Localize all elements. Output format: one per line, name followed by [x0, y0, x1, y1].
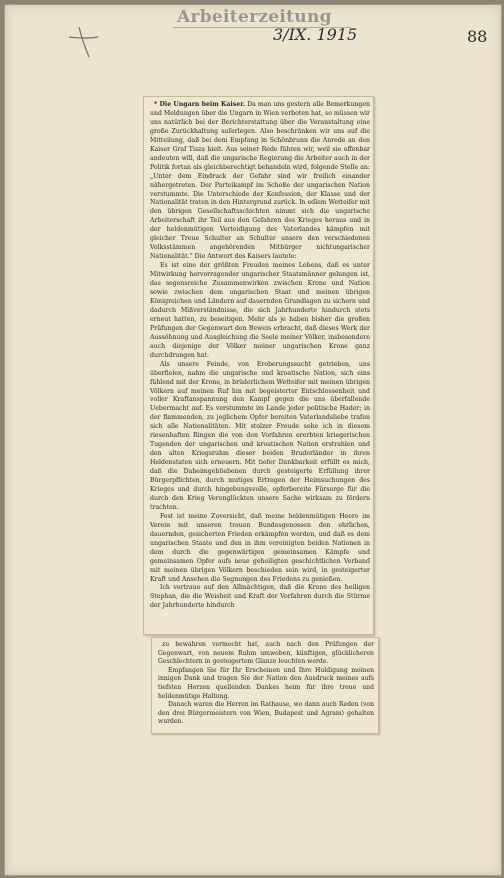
- newspaper-clipping-main: [143, 96, 374, 635]
- handwritten-date: 3/IX. 1915: [273, 25, 358, 44]
- page-number: 88: [467, 27, 488, 46]
- article-paragraph: Ich vertraue auf den Allmächtigen, daß die Krone des heiligen Stephan, die die Weisheit und Kraft der Vorfahren durch die Stürme der Jahrhunderte hindurch: [150, 584, 370, 610]
- article-paragraph: Fest ist meine Zuversicht, daß meine heldenmütigen Heere im Verein mit unseren treuen Bundesgenossen den ehrlichen, dauernden, gesicherten Frieden erkämpfen werden, und daß es dem ungarischen Staate und den in ihm vereinigten beiden Nationen in dem durch die gegenwärtigen gemeinsamen Kämpfe und gemeinsamen Opfer aufs neue geheiligten geschichtlichen Verband mit meinen übrigen Völkern beschieden sein wird, in gesteigerter Kraft und Ansehen die Segnungen des Friedens zu genießen.: [150, 512, 370, 583]
- pencil-cross-mark: [65, 25, 101, 59]
- article-paragraph-lead: [150, 101, 370, 262]
- article-text: Da man uns gestern alle Bemerkungen und Meldungen über die Ungarn in Wien verboten hat, so müssen wir uns natürlich bei der Berichterstattung über die Veranstaltung eine große Zurückhaltung auferlegen. Also beschränken wir uns auf die Mitteilung, daß bei dem Empfang in Schönbrunn die Anrede an den Kaiser Graf Tisza hielt. Aus seiner Rede führen wir, weil sie offenbar andeuten will, daß die ungarische Regierung die Arbeiter auch in der Politik fortan als gleichberechtigt behandeln wird, folgende Stelle an: „Unter dem Eindruck der Gefahr sind wir freilich einander nähergetreten. Der Parteikampf im Schoße der ungarischen Nation verstummte. Die Unterschiede der Konfession, der Klasse und der Nationalität traten in den Hintergrund zurück. In edlem Wetteifer mit den übrigen Gesellschaftsschichten nimmt sich die ungarische Arbeiterschaft ihr Teil aus den Gefahren des Krieges heraus und in der heldenmütigen Verteidigung des Vaterlandes kämpfen mit gleicher Treue Schulter an Schulter unsere den verschiedenen Volksstämmen angehörenden Mitbürger nichtungarischer Nationalität.“ Die Antwort des Kaisers lautete:: [150, 101, 370, 261]
- article-paragraph: Danach waren die Herren im Rathause, wo dann auch Reden (von den drei Bürgermeistern von Wien, Budapest und Agram) gehalten wurden.: [158, 701, 374, 726]
- article-headline: * Die Ungarn beim Kaiser.: [154, 101, 246, 108]
- article-paragraph: Empfangen Sie für Ihr Erscheinen und Ihre Huldigung meinen innigen Dank und tragen Sie der Nation den Ausdruck meines aufs tiefsten Herzen quellenden Dankes heim für ihre treue und heldenmütige Haltung.: [158, 666, 374, 700]
- archive-sheet: [4, 4, 502, 876]
- article-paragraph: Es ist eine der größten Freuden meines Lebens, daß es unter Mitwirkung hervorragender ungarischer Staatsmänner gelungen ist, das segensreiche Zusammenwirken zwischen Krone und Nation sowie zwischen dem ungarischen Staat und meinen übrigen Königreichen und Ländern auf dauernden Grundlagen zu sichern und dadurch Mißverständnisse, die sich Jahrhunderte hindurch stets erneut hatten, zu beseitigen. Mehr als je haben bisher die großen Prüfungen der Gegenwart den Beweis erbracht, daß dieses Werk der Aussöhnung und Ausgleichung die Seele meiner Völker, insbesondere auch diejenige der Völker meiner ungarischen Krone ganz durchdrungen hat.: [150, 262, 370, 359]
- newspaper-clipping-continued: [151, 637, 379, 734]
- article-paragraph: Als unsere Feinde, von Eroberungssucht getrieben, uns überfielen, nahm die ungarische und kroatische Nation, sich eins fühlend mit der Krone, in brüderlichem Wetteifer mit meinen übrigen Völkern auf meinen Ruf hin mit begeisterter Entschlossenheit und voller Kraftanspannung den Kampf gegen die uns überfallende Uebermacht auf. Es verstummte im Lande jeder politische Hader; in der flammenden, zu jeglichem Opfer bereiten Vaterlandsliebe trafen sich alle Nationalitäten. Mit stolzer Freude sehe ich in diesem riesenhaften Ringen die von den Vorfahren ererbten kriegerischen Tugenden der ungarischen und kroatischen Nation erstrahlen und den alten Kriegsruhm dieser beiden Bruderländer in ihren Heldenstaten sich erneuern. Mit tiefer Dankbarkeit erfüllt es mich, daß die Daheimgebliebenen durch gesteigerte Erfüllung ihrer Bürgerpflichten, durch mutiges Ertragen der Heimsuchungen des Krieges und durch hingebungsvolle, opferbereite Fürsorge für die durch den Krieg Verunglückten unsere Sache wirksam zu fördern trachten.: [150, 360, 370, 511]
- newspaper-name-stamp: Arbeiterzeitung: [177, 7, 332, 27]
- article-paragraph: zu bewahren vermocht hat, auch nach den Prüfungen der Gegenwart, von neuem Ruhm umwoben, künftigen, glücklicheren Geschlechtern in gesteigertem Glanze leuchten werde.: [158, 641, 374, 666]
